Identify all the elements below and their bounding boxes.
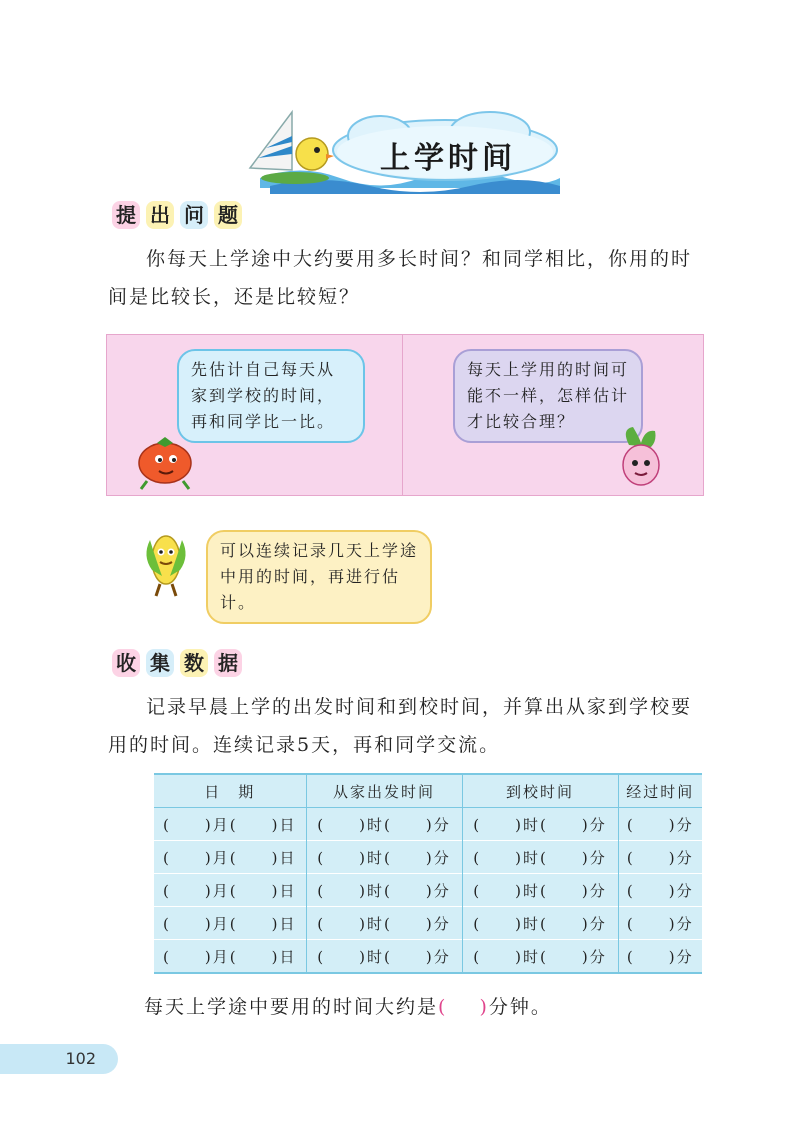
section-char: 问 xyxy=(180,201,208,229)
date-cell[interactable]: ( )月( )日 xyxy=(154,808,306,841)
section-header-collect xyxy=(112,646,242,680)
section-char: 集 xyxy=(146,649,174,677)
arrival-cell[interactable]: ( )时( )分 xyxy=(462,940,618,974)
answer-open-paren: ( xyxy=(438,996,448,1018)
elapsed-cell[interactable]: ( )分 xyxy=(626,947,694,966)
table-row xyxy=(154,874,702,907)
elapsed-cell[interactable]: ( )分 xyxy=(626,881,694,900)
arrival-cell[interactable]: ( )时( )分 xyxy=(462,808,618,841)
date-cell[interactable]: ( )月( )日 xyxy=(154,841,306,874)
section-char: 出 xyxy=(146,201,174,229)
section-char: 据 xyxy=(214,649,242,677)
table-row xyxy=(154,907,702,940)
page-title: 上学时间 xyxy=(380,141,516,176)
tomato-speech-bubble: 先估计自己每天从家到学校的时间，再和同学比一比。 xyxy=(177,349,365,443)
discussion-panel xyxy=(106,334,704,496)
date-cell[interactable]: ( )月( )日 xyxy=(154,874,306,907)
arrival-cell[interactable]: ( )时( )分 xyxy=(462,907,618,940)
date-cell[interactable]: ( )月( )日 xyxy=(154,940,306,974)
collect-paragraph: 记录早晨上学的出发时间和到校时间，并算出从家到学校要用的时间。连续记录5天，再和同学交流。 xyxy=(108,696,693,756)
record-table xyxy=(154,773,702,974)
departure-cell[interactable]: ( )时( )分 xyxy=(306,841,462,874)
page-number: 102 xyxy=(0,1044,118,1074)
column-header: 从家出发时间 xyxy=(306,774,462,808)
section-header-ask xyxy=(112,198,242,232)
departure-cell[interactable]: ( )时( )分 xyxy=(306,808,462,841)
panel-divider xyxy=(402,335,403,495)
elapsed-cell[interactable]: ( )分 xyxy=(626,914,694,933)
section-char: 数 xyxy=(180,649,208,677)
arrival-cell[interactable]: ( )时( )分 xyxy=(462,841,618,874)
radish-character-icon xyxy=(611,423,671,491)
departure-cell[interactable]: ( )时( )分 xyxy=(306,940,462,974)
answer-close-paren: ) xyxy=(479,996,489,1018)
elapsed-cell[interactable]: ( )分 xyxy=(626,848,694,867)
column-header: 到校时间 xyxy=(462,774,618,808)
section-char: 收 xyxy=(112,649,140,677)
column-header: 经过时间 xyxy=(626,782,695,801)
table-row xyxy=(154,940,702,974)
column-header: 日 期 xyxy=(154,774,306,808)
date-cell[interactable]: ( )月( )日 xyxy=(154,907,306,940)
table-header-row xyxy=(154,774,702,808)
departure-cell[interactable]: ( )时( )分 xyxy=(306,874,462,907)
elapsed-cell[interactable]: ( )分 xyxy=(626,815,694,834)
tomato-character-icon xyxy=(127,427,207,491)
departure-cell[interactable]: ( )时( )分 xyxy=(306,907,462,940)
answer-line xyxy=(144,992,552,1019)
section-char: 提 xyxy=(112,201,140,229)
answer-suffix: 分钟。 xyxy=(488,996,552,1018)
radish-speech-bubble: 每天上学用的时间可能不一样，怎样估计才比较合理？ xyxy=(453,349,643,443)
arrival-cell[interactable]: ( )时( )分 xyxy=(462,874,618,907)
section-char: 题 xyxy=(214,201,242,229)
intro-paragraph: 你每天上学途中大约要用多长时间？和同学相比，你用的时间是比较长，还是比较短？ xyxy=(108,248,693,308)
answer-prefix: 每天上学途中要用的时间大约是 xyxy=(144,996,439,1018)
table-row xyxy=(154,808,702,841)
corn-speech-bubble: 可以连续记录几天上学途中用的时间，再进行估计。 xyxy=(206,530,432,624)
table-row xyxy=(154,841,702,874)
corn-character-icon xyxy=(138,526,196,598)
